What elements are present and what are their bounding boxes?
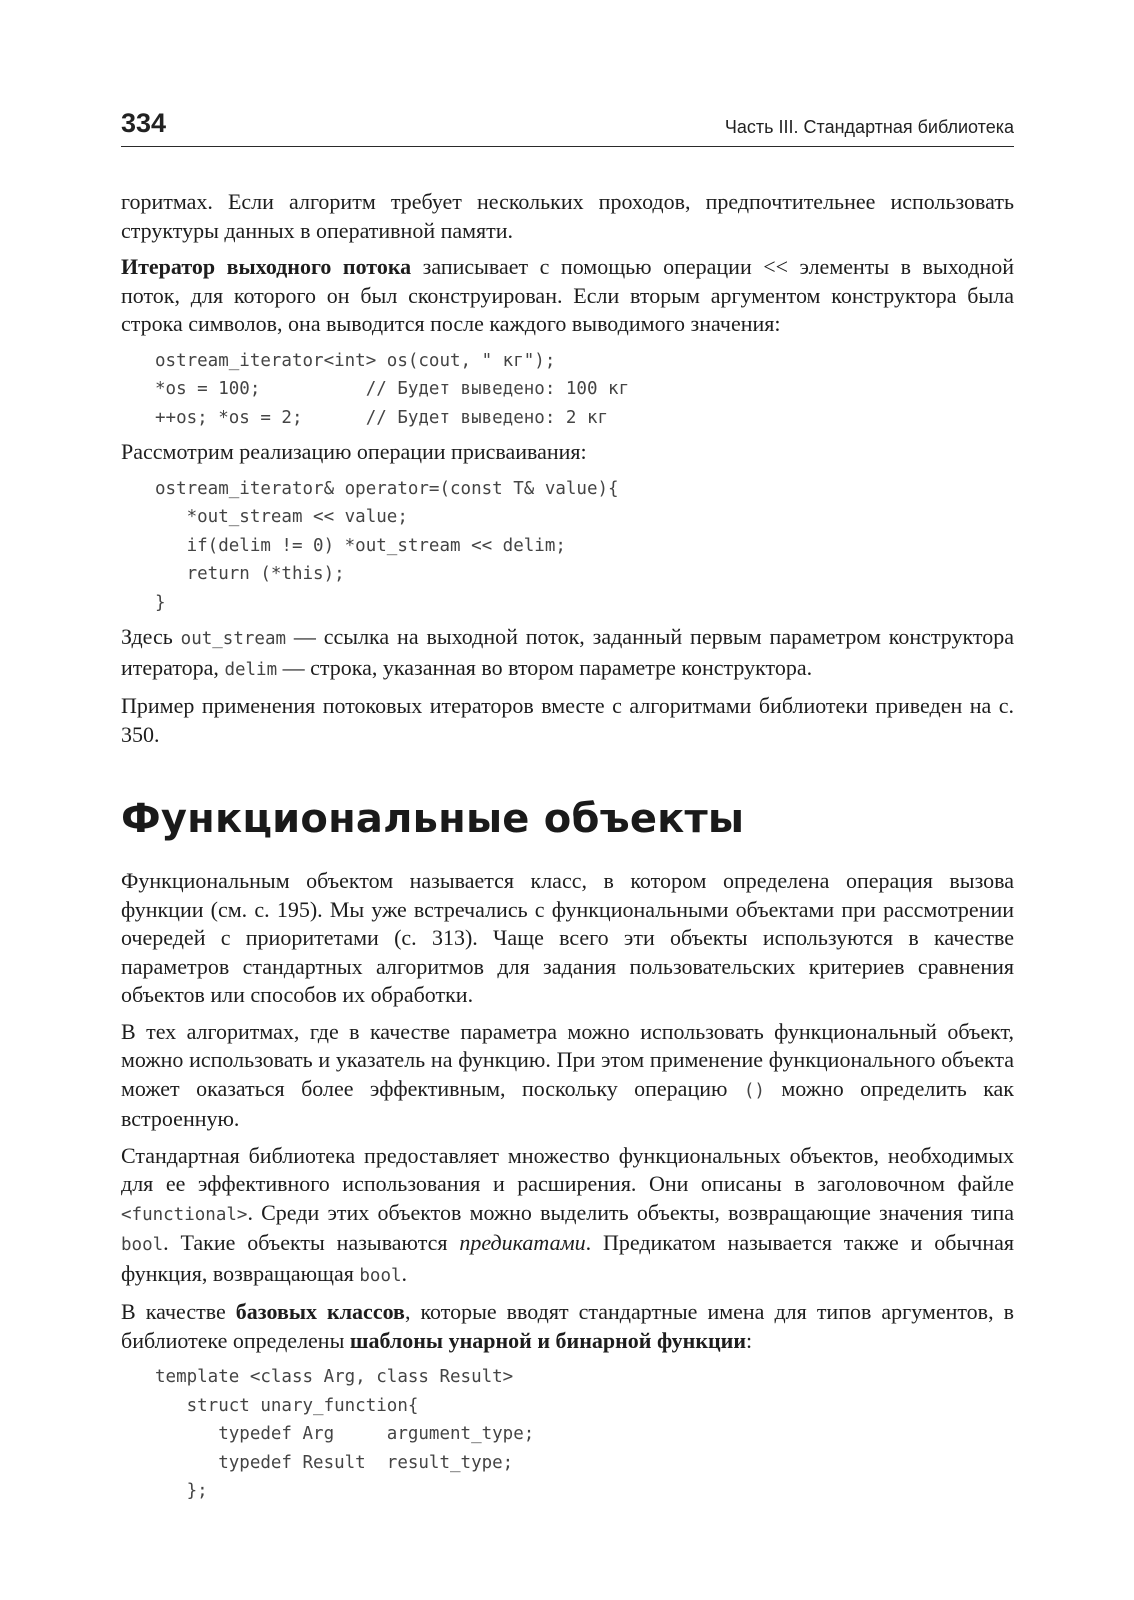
- paragraph-out-stream-explanation: [121, 623, 1014, 684]
- term-base-classes: базовых классов: [235, 1299, 405, 1324]
- text-run: . Такие объекты называются: [163, 1230, 460, 1255]
- text-run: . Предикатом называется также и обычная функция, возвращающая: [121, 1230, 1014, 1286]
- code-line: *os = 100; // Будет выведено: 100 кг: [155, 379, 630, 399]
- text-run: — строка, указанная во втором параметре конструктора.: [277, 654, 813, 680]
- code-line: struct unary_function{: [155, 1395, 419, 1416]
- text-run: :: [746, 1327, 753, 1353]
- code-line: if(delim != 0) *out_stream << delim;: [155, 535, 566, 556]
- code-line: ostream_iterator& operator=(const T& value){: [155, 478, 619, 499]
- page-body: [121, 188, 1014, 1512]
- text-run: . Среди этих объектов можно выделить объекты, возвращающие значения типа: [247, 1199, 1014, 1225]
- paragraph-assignment-intro: Рассмотрим реализацию операции присваивания:: [121, 439, 587, 464]
- code-line: ostream_iterator<int> os(cout, " кг");: [155, 350, 556, 371]
- running-head: Часть III. Стандартная библиотека: [724, 117, 1014, 137]
- code-line: return (*this);: [155, 564, 345, 584]
- text-run: Стандартная библиотека предоставляет множество функциональных объектов, необходимых для ее эффективного использования и расширения. Они описаны в заголовочном файле: [121, 1142, 1014, 1196]
- paragraph-predicates: [121, 1142, 1014, 1291]
- inline-code-bool: bool: [121, 1235, 164, 1255]
- text-run: Здесь: [121, 624, 181, 649]
- inline-code-delim: delim: [224, 659, 278, 680]
- term-output-iterator: Итератор выходного потока: [121, 254, 412, 279]
- term-function-templates: шаблоны унарной и бинарной функции: [349, 1327, 747, 1353]
- paragraph-functional-objects-definition: Функциональным объектом называется класс, в котором определена операция вызова функции (см. с. 195). Мы уже встречались с функциональными объектами при рассмотрении очередей с приоритетами (с. 313). Чаще всего эти объекты используются в качестве параметров стандартных алгоритмов для задания пользовательских критериев сравнения объектов или способов их обработки.: [121, 868, 1014, 1007]
- page-number: 334: [121, 108, 167, 138]
- text-run: В качестве: [121, 1299, 236, 1324]
- code-line: typedef Arg argument_type;: [155, 1424, 535, 1444]
- code-line: *out_stream << value;: [155, 507, 408, 527]
- section-title: Функциональные объекты: [121, 796, 745, 842]
- paragraph-text: записывает с помощью операции << элементы в выходной поток, для которого он был сконструирован. Если вторым аргументом конструктора была строка символов, она выводится после каждого выводимого значения:: [121, 254, 1014, 336]
- inline-code-out-stream: out_stream: [180, 629, 287, 649]
- paragraph-base-classes: [121, 1298, 1014, 1355]
- text-run: .: [401, 1260, 408, 1286]
- code-line: }: [155, 592, 166, 613]
- inline-code-functional-header: <functional>: [121, 1204, 248, 1225]
- text-run: В тех алгоритмах, где в качестве параметра можно использовать функциональный объект, можно использовать и указатель на функцию. При этом применение функционального объекта может оказаться более эффективным, поскольку операцию: [121, 1018, 1014, 1101]
- code-block-ostream-usage: [155, 347, 1014, 433]
- paragraph-example-reference: Пример применения потоковых итераторов вместе с алгоритмами библиотеки приведен на с. 350.: [121, 693, 1014, 747]
- code-line: template <class Arg, class Result>: [155, 1367, 514, 1387]
- code-line: typedef Result result_type;: [155, 1452, 514, 1473]
- inline-code-bool: bool: [359, 1265, 402, 1286]
- code-line: ++os; *os = 2; // Будет выведено: 2 кг: [155, 407, 609, 428]
- text-run: — ссылка на выходной поток, заданный первым параметром конструктора итератора,: [121, 624, 1014, 680]
- paragraph-ostream-iterator: [121, 253, 1014, 339]
- code-block-operator-assign: [155, 475, 1014, 618]
- paragraph-continuation: горитмах. Если алгоритм требует нескольких проходов, предпочтительнее использовать структуры данных в оперативной памяти.: [121, 189, 1014, 243]
- code-line: };: [155, 1481, 208, 1501]
- term-predicates: предикатами: [459, 1230, 586, 1255]
- text-run: можно определить как встроенную.: [121, 1075, 1014, 1131]
- paragraph-function-pointer: [121, 1018, 1014, 1134]
- text-run: , которые вводят стандартные имена для типов аргументов, в библиотеке определены: [121, 1299, 1014, 1353]
- code-block-unary-function: [155, 1363, 1014, 1506]
- page-header: [121, 108, 1014, 147]
- inline-code-call-operator: (): [743, 1080, 765, 1101]
